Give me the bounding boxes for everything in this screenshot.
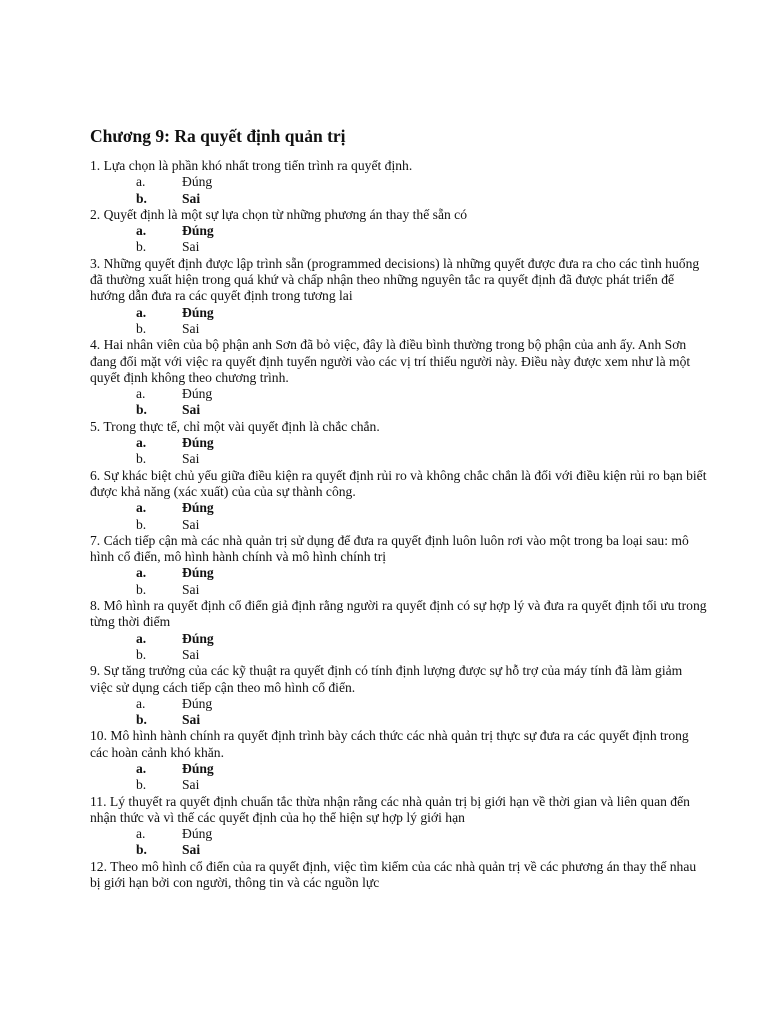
question-text: 1. Lựa chọn là phần khó nhất trong tiến trình ra quyết định. — [90, 158, 413, 173]
option-label: Sai — [182, 646, 200, 662]
option-label: Đúng — [182, 304, 214, 320]
answer-option — [90, 386, 708, 402]
option-letter: b. — [136, 320, 147, 336]
answer-option-correct — [90, 223, 708, 239]
option-label: Sai — [182, 842, 201, 858]
answer-option — [90, 826, 708, 842]
page-title: Chương 9: Ra quyết định quản trị — [90, 126, 346, 146]
question-text: 6. Sự khác biệt chủ yếu giữa điều kiện ra quyết định rủi ro và không chắc chắn là đối với điều kiện rủi ro bạn biết được khả năng (xác xuất) của của sự thành công. — [90, 467, 707, 499]
answer-option-correct — [90, 712, 708, 728]
question-item — [90, 533, 708, 598]
question-text: 2. Quyết định là một sự lựa chọn từ những phương án thay thế sẵn có — [90, 206, 468, 222]
option-letter: a. — [136, 630, 147, 646]
option-label: Sai — [182, 516, 200, 532]
question-item — [90, 419, 708, 468]
option-letter: a. — [136, 174, 146, 190]
answer-option — [90, 777, 708, 793]
option-letter: b. — [136, 190, 147, 206]
option-label: Sai — [182, 320, 200, 336]
option-letter: b. — [136, 239, 147, 255]
question-list — [90, 158, 708, 891]
option-letter: b. — [136, 451, 147, 467]
option-label: Sai — [182, 239, 200, 255]
option-letter: b. — [136, 516, 147, 532]
option-letter: b. — [136, 777, 147, 793]
question-item — [90, 663, 708, 728]
option-label: Sai — [182, 190, 201, 206]
answer-option — [90, 517, 708, 533]
answer-option — [90, 582, 708, 598]
option-label: Đúng — [182, 826, 213, 842]
answer-option-correct — [90, 402, 708, 418]
option-label: Sai — [182, 451, 200, 467]
question-text: 11. Lý thuyết ra quyết định chuẩn tắc thừa nhận rằng các nhà quản trị bị giới hạn về thời gian và liên quan đến nhận thức và vì thế các quyết định của họ thể hiện sự hợp lý giới hạn — [90, 793, 690, 825]
answer-option — [90, 696, 708, 712]
question-text: 12. Theo mô hình cổ điển của ra quyết định, việc tìm kiếm của các nhà quản trị về các phương án thay thế nhau bị giới hạn bởi con người, thông tin và các nguồn lực — [90, 858, 697, 891]
answer-option — [90, 239, 708, 255]
question-item — [90, 859, 708, 892]
option-label: Đúng — [182, 435, 214, 451]
answer-option — [90, 451, 708, 467]
option-letter: a. — [136, 386, 146, 402]
question-item — [90, 598, 708, 663]
option-label: Đúng — [182, 565, 214, 581]
option-label: Sai — [182, 712, 201, 728]
option-label: Sai — [182, 402, 201, 418]
question-item — [90, 256, 708, 337]
answer-option-correct — [90, 631, 708, 647]
answer-option — [90, 647, 708, 663]
option-label: Đúng — [182, 174, 213, 190]
answer-option-correct — [90, 761, 708, 777]
question-item — [90, 468, 708, 533]
option-letter: a. — [136, 826, 146, 842]
option-letter: a. — [136, 500, 147, 516]
option-letter: b. — [136, 581, 147, 597]
option-letter: a. — [136, 565, 147, 581]
option-letter: b. — [136, 646, 147, 662]
option-label: Đúng — [182, 760, 214, 776]
option-letter: b. — [136, 402, 147, 418]
question-text: 5. Trong thực tế, chỉ một vài quyết định là chắc chắn. — [90, 418, 380, 434]
option-label: Đúng — [182, 500, 214, 516]
option-label: Sai — [182, 581, 200, 597]
option-letter: a. — [136, 304, 147, 320]
question-text: 10. Mô hình hành chính ra quyết định trình bày cách thức các nhà quản trị thực sự đưa ra các quyết định trong các hoàn cảnh khó khăn. — [90, 728, 689, 760]
answer-option-correct — [90, 305, 708, 321]
answer-option — [90, 321, 708, 337]
question-text: 3. Những quyết định được lập trình sẵn (programmed decisions) là những quyết được đưa ra cho các tình huống đã thường xuất hiện trong quá khứ và chấp nhận theo những nguyên tắc ra quyết định đã được phát triển để hướng dẫn đưa ra các quyết định trong tương lai — [90, 255, 700, 304]
option-letter: b. — [136, 842, 147, 858]
option-letter: b. — [136, 712, 147, 728]
question-text: 7. Cách tiếp cận mà các nhà quản trị sử dụng để đưa ra quyết định luôn luôn rơi vào một trong ba loại sau: mô hình cổ điển, mô hình hành chính và mô hình chính trị — [90, 532, 689, 565]
question-text: 8. Mô hình ra quyết định cổ điển giả định rằng người ra quyết định có sự hợp lý và đưa ra quyết định tối ưu trong từng thời điểm — [90, 598, 707, 630]
option-label: Đúng — [182, 223, 214, 239]
question-text: 4. Hai nhân viên của bộ phận anh Sơn đã bỏ việc, đây là điều bình thường trong bộ phận của anh ấy. Anh Sơn đang đối mặt với việc ra quyết định tuyển người vào các vị trí thiếu người này. Điều này được xem như là một quyết định không theo chương trình. — [90, 337, 691, 385]
option-label: Đúng — [182, 386, 213, 402]
option-letter: a. — [136, 223, 147, 239]
option-letter: a. — [136, 435, 147, 451]
answer-option-correct — [90, 191, 708, 207]
answer-option-correct — [90, 565, 708, 581]
option-label: Đúng — [182, 630, 214, 646]
answer-option-correct — [90, 500, 708, 516]
answer-option-correct — [90, 435, 708, 451]
question-item — [90, 728, 708, 793]
question-text: 9. Sự tăng trưởng của các kỹ thuật ra quyết định có tính định lượng được sự hỗ trợ của máy tính đã làm giảm việc sử dụng cách tiếp cận theo mô hình cổ điển. — [90, 663, 683, 695]
option-letter: a. — [136, 760, 147, 776]
question-item — [90, 794, 708, 859]
option-letter: a. — [136, 695, 146, 711]
question-item — [90, 158, 708, 207]
question-item — [90, 207, 708, 256]
option-label: Đúng — [182, 695, 213, 711]
answer-option-correct — [90, 842, 708, 858]
question-item — [90, 337, 708, 418]
answer-option — [90, 174, 708, 190]
option-label: Sai — [182, 777, 200, 793]
